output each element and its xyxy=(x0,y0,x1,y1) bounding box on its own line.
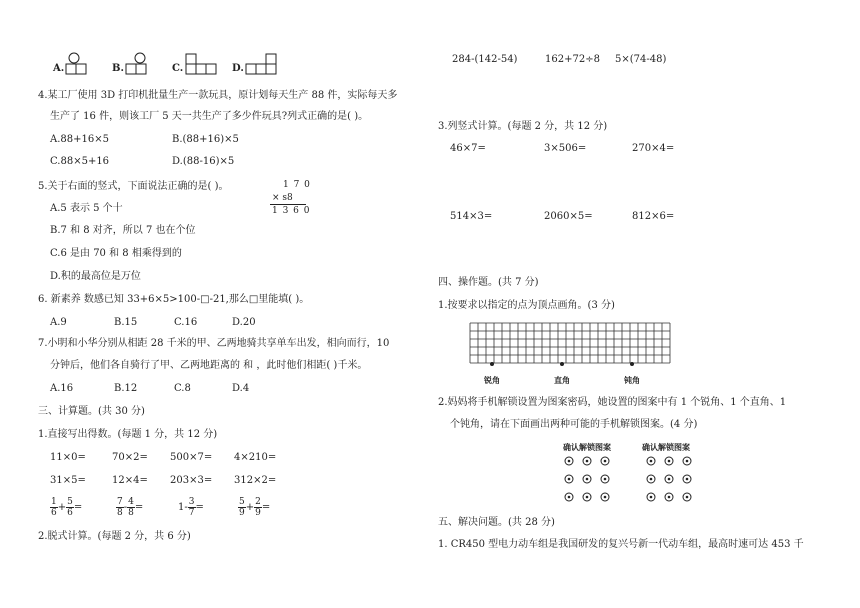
calc2-item-2: 162+72÷8 xyxy=(545,54,600,65)
q3-option-c-letter: C. xyxy=(172,63,184,74)
q4-option-b[interactable]: B.(88+16)×5 xyxy=(172,134,239,145)
q7-option-c[interactable]: C.8 xyxy=(174,383,191,394)
calc3-r2-c3: 812×6= xyxy=(632,211,675,222)
calc2-item-3: 5×(74-48) xyxy=(615,54,667,65)
q3-option-b[interactable] xyxy=(112,62,124,76)
calc1-stem: 1.直接写出得数。(每题 1 分，共 12 分) xyxy=(38,429,218,440)
q6-option-d[interactable]: D.20 xyxy=(232,317,256,328)
q5-option-b[interactable]: B.7 和 8 对齐，所以 7 也在个位 xyxy=(50,225,196,236)
calc3-r1-c1: 46×7= xyxy=(450,143,486,154)
q6-option-c[interactable]: C.16 xyxy=(174,317,198,328)
calc2-stem: 2.脱式计算。(每题 2 分，共 6 分) xyxy=(38,531,191,542)
calc1-fraction-4: $\frac{5}{9}$ + $\frac{2}{9}$ = xyxy=(239,497,271,518)
q5-option-c[interactable]: C.6 是由 70 和 8 相乘得到的 xyxy=(50,248,182,259)
q3-option-a[interactable] xyxy=(53,62,64,76)
q7-option-b[interactable]: B.12 xyxy=(114,383,138,394)
unlock-dot-center xyxy=(686,460,689,463)
calc1-r1-c1: 11×0= xyxy=(50,452,86,463)
unlock-dot-center xyxy=(650,496,653,499)
q3-option-c[interactable] xyxy=(172,62,183,76)
op1-stem: 1.按要求以指定的点为顶点画角。(3 分) xyxy=(438,300,615,311)
angle-label-right: 直角 xyxy=(554,375,570,385)
unlock-dot-center xyxy=(668,460,671,463)
q7-line2: 分钟后，他们各自骑行了甲、乙两地距离的 和 ，此时他们相距( )千米。 xyxy=(50,360,368,371)
angle-drawing-grid[interactable] xyxy=(470,323,670,369)
q4-option-a[interactable]: A.88+16×5 xyxy=(50,134,109,145)
q4-line1: 4.某工厂使用 3D 打印机批量生产一款玩具，原计划每天生产 88 件，实际每天多 xyxy=(38,90,398,101)
q3-option-a-letter: A. xyxy=(53,63,65,74)
unlock-dot-center xyxy=(668,478,671,481)
q3-figure-c xyxy=(184,52,218,76)
calc3-stem: 3.列竖式计算。(每题 2 分，共 12 分) xyxy=(438,121,608,132)
calc3-r1-c3: 270×4= xyxy=(632,143,675,154)
q3-option-d[interactable] xyxy=(232,62,244,76)
section-4-heading: 四、操作题。(共 7 分) xyxy=(438,277,539,288)
angle-label-obtuse: 钝角 xyxy=(624,375,640,385)
q5-vertical-top: 1 7 0 xyxy=(283,180,311,190)
unlock-dot-center xyxy=(604,460,607,463)
calc1-r2-c1: 31×5= xyxy=(50,475,86,486)
calc1-fraction-2: $\frac{7}{8}$ - $\frac{4}{8}$ = xyxy=(117,497,144,518)
calc1-fraction-1: $\frac{1}{6}$ + $\frac{5}{6}$ = xyxy=(51,497,83,518)
q5-vertical-bottom: 1 3 6 0 xyxy=(272,206,311,216)
unlock-dot-center xyxy=(568,460,571,463)
unlock-pattern-title-1: 确认解锁图案 xyxy=(563,442,611,452)
unlock-dot-center xyxy=(668,496,671,499)
q3-figure-b xyxy=(126,52,150,76)
q5-stem: 5.关于右面的竖式，下面说法正确的是( )。 xyxy=(38,181,229,192)
q3-option-b-letter: B. xyxy=(112,63,124,74)
unlock-dot-center xyxy=(586,496,589,499)
q4-line2: 生产了 16 件，则该工厂 5 天一共生产了多少件玩具?列式正确的是( )。 xyxy=(50,111,369,122)
unlock-dot-center xyxy=(650,478,653,481)
op2-line2: 个钝角，请在下面画出两种可能的手机解锁图案。(4 分) xyxy=(450,419,698,430)
section-3-heading: 三、计算题。(共 30 分) xyxy=(38,406,145,417)
calc2-item-1: 284-(142-54) xyxy=(452,54,518,65)
unlock-dot-center xyxy=(604,478,607,481)
calc1-r2-c2: 12×4= xyxy=(112,475,148,486)
grid-point-right[interactable] xyxy=(560,362,564,366)
unlock-dot-center xyxy=(568,478,571,481)
unlock-pattern-grid-2[interactable] xyxy=(645,455,695,503)
unlock-dot-center xyxy=(568,496,571,499)
unlock-dot-center xyxy=(686,496,689,499)
calc1-fraction-3: 1- $\frac{3}{7}$ = xyxy=(178,497,204,518)
calc1-r1-c2: 70×2= xyxy=(112,452,148,463)
calc3-r2-c1: 514×3= xyxy=(450,211,493,222)
calc1-r1-c4: 4×210= xyxy=(234,452,277,463)
unlock-dot-center xyxy=(686,478,689,481)
q5-option-d[interactable]: D.积的最高位是万位 xyxy=(50,271,141,282)
q3-option-d-letter: D. xyxy=(232,63,244,74)
calc1-r2-c3: 203×3= xyxy=(170,475,213,486)
unlock-dot-center xyxy=(586,478,589,481)
op2-line1: 2.妈妈将手机解锁设置为图案密码，她设置的图案中有 1 个锐角、1 个直角、1 xyxy=(438,397,787,408)
unlock-dot-center xyxy=(650,460,653,463)
q5-option-a[interactable]: A.5 表示 5 个十 xyxy=(50,203,123,214)
unlock-pattern-grid-1[interactable] xyxy=(563,455,613,503)
q4-option-d[interactable]: D.(88-16)×5 xyxy=(172,156,235,167)
unlock-dot-center xyxy=(604,496,607,499)
q4-option-c[interactable]: C.88×5+16 xyxy=(50,156,110,167)
calc3-r1-c2: 3×506= xyxy=(544,143,587,154)
q3-figure-d xyxy=(244,52,278,76)
q6-option-a[interactable]: A.9 xyxy=(50,317,67,328)
unlock-dot-center xyxy=(586,460,589,463)
q6-stem: 6. 新素养 数感已知 33+6×5>100-□-21,那么□里能填( )。 xyxy=(38,294,310,305)
q6-option-b[interactable]: B.15 xyxy=(114,317,138,328)
grid-point-acute[interactable] xyxy=(490,362,494,366)
q5-vertical-mid: × s8 xyxy=(272,193,293,203)
q7-option-a[interactable]: A.16 xyxy=(50,383,74,394)
calc1-r1-c3: 500×7= xyxy=(170,452,213,463)
calc3-r2-c2: 2060×5= xyxy=(544,211,593,222)
q7-option-d[interactable]: D.4 xyxy=(232,383,250,394)
q7-line1: 7.小明和小华分别从相距 28 千米的甲、乙两地骑共享单车出发，相向而行，10 xyxy=(38,338,390,349)
unlock-pattern-title-2: 确认解锁图案 xyxy=(642,442,690,452)
solve1-text: 1. CR450 型电力动车组是我国研发的复兴号新一代动车组，最高时速可达 453 千 xyxy=(438,539,804,550)
grid-point-obtuse[interactable] xyxy=(630,362,634,366)
angle-label-acute: 锐角 xyxy=(484,375,500,385)
section-5-heading: 五、解决问题。(共 28 分) xyxy=(438,517,555,528)
q3-figure-a xyxy=(66,52,90,76)
calc1-r2-c4: 312×2= xyxy=(234,475,277,486)
